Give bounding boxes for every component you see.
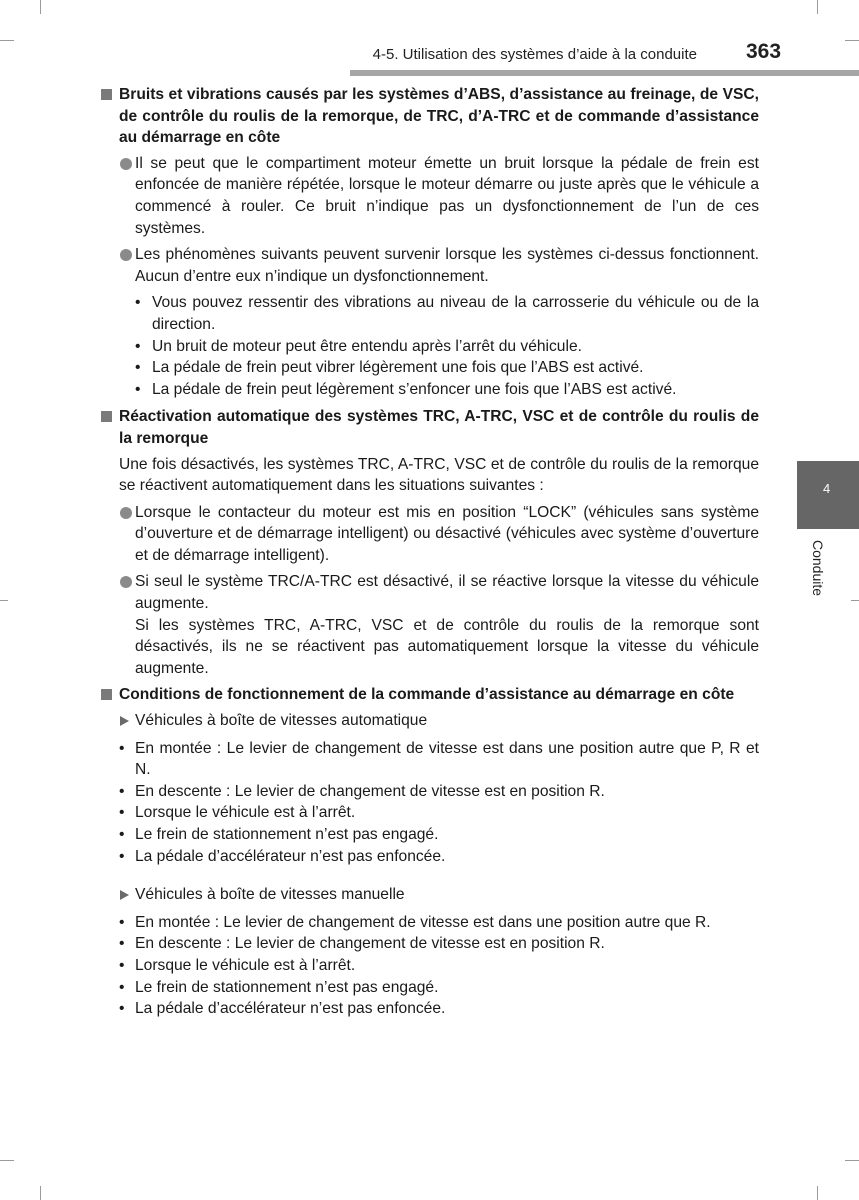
list-item bbox=[101, 846, 759, 868]
chapter-number: 4 bbox=[823, 481, 831, 496]
conditions-list-manual bbox=[101, 912, 759, 1020]
square-bullet-icon bbox=[101, 89, 112, 100]
list-item bbox=[101, 998, 759, 1020]
list-item-text: En montée : Le levier de changement de vitesse est dans une position autre que R. bbox=[135, 913, 711, 931]
crop-mark bbox=[845, 1160, 859, 1161]
list-item-text: Lorsque le véhicule est à l’arrêt. bbox=[135, 956, 356, 974]
list-item-text: La pédale d’accélérateur n’est pas enfoncée. bbox=[135, 1000, 446, 1018]
crop-mark bbox=[817, 0, 818, 14]
list-item bbox=[101, 738, 759, 781]
list-item bbox=[101, 977, 759, 999]
list-item bbox=[101, 292, 759, 335]
list-item-text: Lorsque le véhicule est à l’arrêt. bbox=[135, 804, 356, 822]
conditions-list-automatic bbox=[101, 738, 759, 868]
list-item-text: Un bruit de moteur peut être entendu après l’arrêt du véhicule. bbox=[152, 337, 582, 355]
header-rule bbox=[350, 70, 859, 76]
triangle-bullet-icon bbox=[120, 716, 129, 726]
page-content bbox=[101, 84, 759, 1026]
crop-mark bbox=[817, 1186, 818, 1200]
list-item bbox=[101, 153, 759, 239]
dot-bullet-icon: • bbox=[119, 826, 125, 843]
section-heading-text: Conditions de fonctionnement de la commande d’assistance au démarrage en côte bbox=[119, 686, 735, 704]
square-bullet-icon bbox=[101, 689, 112, 700]
list-item-text: Vous pouvez ressentir des vibrations au niveau de la carrosserie du véhicule ou de la direction. bbox=[152, 294, 759, 333]
crop-mark bbox=[0, 1160, 14, 1161]
list-item bbox=[101, 912, 759, 934]
circle-bullet-icon bbox=[120, 507, 132, 519]
page-header bbox=[0, 30, 859, 82]
dot-bullet-icon: • bbox=[135, 359, 141, 377]
section-heading bbox=[101, 84, 759, 149]
section-intro: Une fois désactivés, les systèmes TRC, A-TRC, VSC et de contrôle du roulis de la remorque se réactivent automatiquement dans les situations suivantes : bbox=[119, 455, 759, 495]
circle-bullet-icon bbox=[120, 576, 132, 588]
phenomena-list bbox=[101, 292, 759, 400]
list-item bbox=[101, 357, 759, 379]
dot-bullet-icon: • bbox=[119, 847, 125, 865]
list-item-text: La pédale de frein peut vibrer légèrement une fois que l’ABS est activé. bbox=[152, 359, 644, 377]
list-item bbox=[101, 955, 759, 977]
list-item bbox=[101, 336, 759, 358]
square-bullet-icon bbox=[101, 411, 112, 422]
list-item bbox=[101, 824, 759, 846]
list-item bbox=[101, 933, 759, 955]
crop-mark bbox=[40, 0, 41, 14]
list-item-text: Si seul le système TRC/A-TRC est désactivé, il se réactive lorsque la vitesse du véhicule augmente. bbox=[135, 573, 759, 613]
dot-bullet-icon: • bbox=[119, 804, 125, 822]
list-item-text: Le frein de stationnement n’est pas engagé. bbox=[135, 978, 439, 996]
dot-bullet-icon: • bbox=[119, 978, 125, 996]
list-item-text: En descente : Le levier de changement de vitesse est en position R. bbox=[135, 782, 605, 800]
dot-bullet-icon: • bbox=[119, 913, 125, 931]
dot-bullet-icon: • bbox=[135, 294, 141, 312]
list-item-text: Les phénomènes suivants peuvent survenir lorsque les systèmes ci-dessus fonctionnent. Aucun d’entre eux n’indique un dysfonctionnement. bbox=[135, 246, 759, 285]
page-number: 363 bbox=[746, 40, 782, 63]
dot-bullet-icon: • bbox=[119, 739, 125, 757]
group-label bbox=[101, 884, 759, 906]
list-item-text: La pédale d’accélérateur n’est pas enfoncée. bbox=[135, 847, 446, 865]
circle-bullet-icon bbox=[120, 158, 132, 170]
chapter-tab bbox=[797, 461, 859, 529]
list-item bbox=[101, 502, 759, 567]
list-item bbox=[101, 244, 759, 287]
section-heading-text: Réactivation automatique des systèmes TRC, A-TRC, VSC et de contrôle du roulis de la remorque bbox=[119, 408, 759, 447]
section-heading bbox=[101, 684, 759, 706]
list-item-text: La pédale de frein peut légèrement s’enfoncer une fois que l’ABS est activé. bbox=[152, 380, 677, 398]
list-item-text: Le frein de stationnement n’est pas engagé. bbox=[135, 826, 439, 843]
list-item bbox=[101, 802, 759, 824]
group-label-text: Véhicules à boîte de vitesses manuelle bbox=[135, 886, 405, 904]
triangle-bullet-icon bbox=[120, 890, 129, 900]
list-item-extra-text: Si les systèmes TRC, A-TRC, VSC et de contrôle du roulis de la remorque sont désactivés, ils ne se réactivent pas automatiquement lorsque la vitesse du véhicule augmente. bbox=[135, 616, 759, 677]
chapter-label: Conduite bbox=[810, 540, 826, 597]
crop-mark bbox=[0, 600, 8, 601]
section-title: 4-5. Utilisation des systèmes d’aide à la conduite bbox=[372, 46, 697, 63]
section-noise-vibration bbox=[101, 84, 759, 400]
crop-mark bbox=[851, 600, 859, 601]
circle-bullet-icon bbox=[120, 249, 132, 261]
list-item bbox=[101, 571, 759, 679]
group-label-text: Véhicules à boîte de vitesses automatique bbox=[135, 712, 428, 730]
dot-bullet-icon: • bbox=[119, 935, 125, 953]
list-item-text: En descente : Le levier de changement de vitesse est en position R. bbox=[135, 935, 605, 953]
dot-bullet-icon: • bbox=[119, 956, 125, 974]
list-item bbox=[101, 781, 759, 803]
list-item-text: Lorsque le contacteur du moteur est mis en position “LOCK” (véhicules sans système d’ouverture et de démarrage intelligent) ou désactivé (véhicules avec système d’ouverture et de démarrage intelligent). bbox=[135, 503, 759, 564]
dot-bullet-icon: • bbox=[135, 337, 141, 355]
group-label bbox=[101, 710, 759, 732]
section-reactivation bbox=[101, 406, 759, 679]
list-item bbox=[101, 379, 759, 401]
section-hill-start-conditions bbox=[101, 684, 759, 1019]
list-item-text: En montée : Le levier de changement de vitesse est dans une position autre que P, R et N. bbox=[135, 739, 759, 779]
section-heading-text: Bruits et vibrations causés par les systèmes d’ABS, d’assistance au freinage, de VSC, de contrôle du roulis de la remorque, de TRC, d’A-TRC et de commande d’assistance au démarrage en côte bbox=[119, 86, 759, 147]
dot-bullet-icon: • bbox=[135, 380, 141, 398]
section-heading bbox=[101, 406, 759, 449]
list-item-text: Il se peut que le compartiment moteur émette un bruit lorsque la pédale de frein est enfoncée de manière répétée, lorsque le moteur démarre ou juste après que le véhicule a commencé à rouler. Ce bruit n’indique pas un dysfonctionnement de l’un de ces systèmes. bbox=[135, 154, 759, 237]
crop-mark bbox=[40, 1186, 41, 1200]
dot-bullet-icon: • bbox=[119, 782, 125, 800]
dot-bullet-icon: • bbox=[119, 1000, 125, 1018]
